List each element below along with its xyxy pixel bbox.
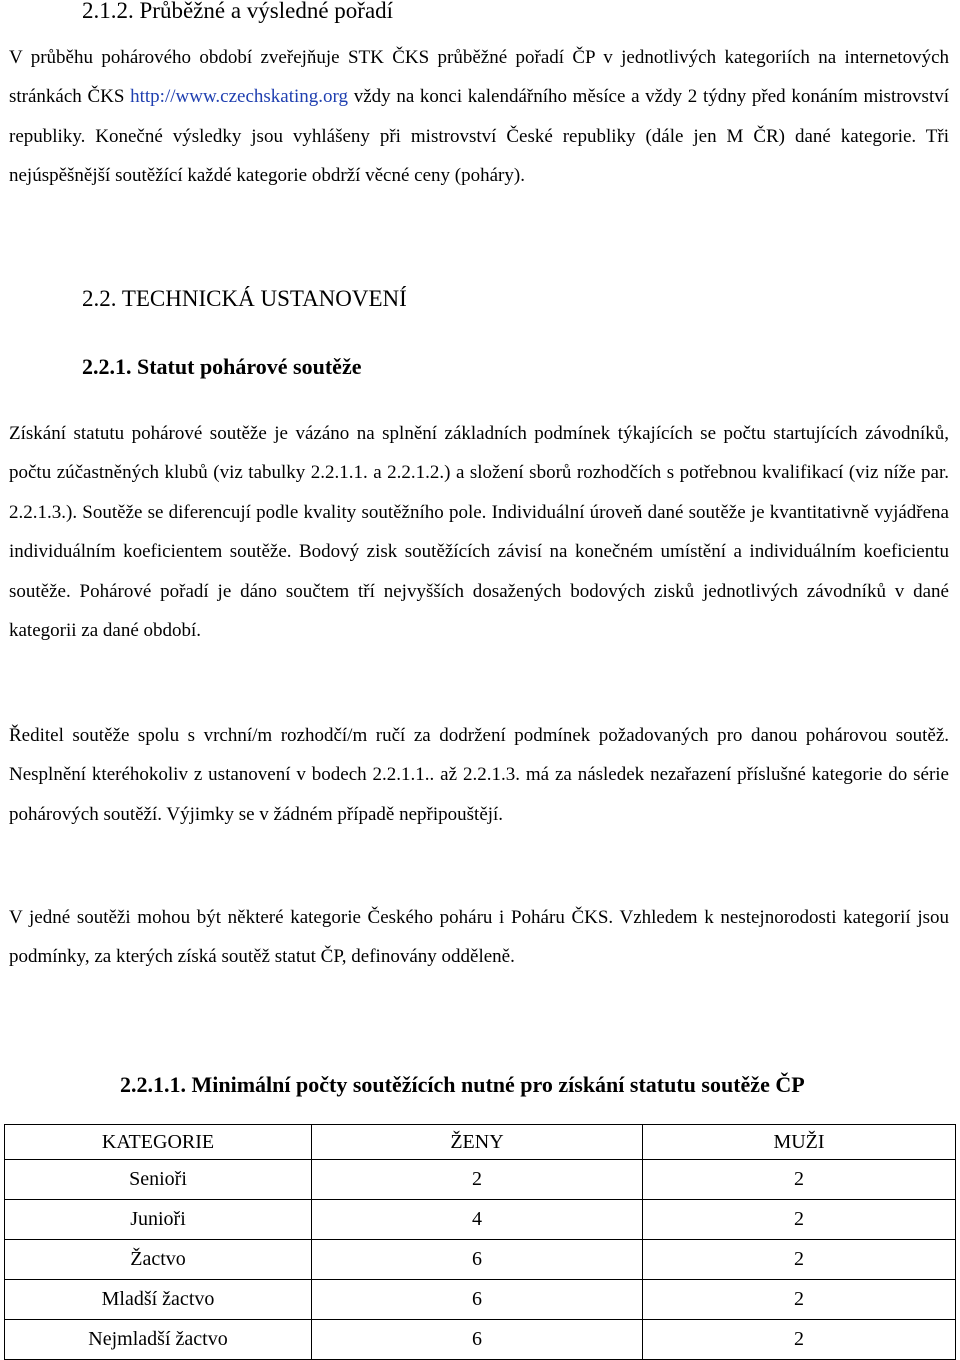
paragraph-categories: V jedné soutěži mohou být některé kategorie Českého poháru i Poháru ČKS. Vzhledem k nestejnorodosti kategorií jsou podmínky, za kterých získá soutěž statut ČP, definovány odděleně.	[9, 907, 949, 968]
women-cell: 6	[312, 1280, 643, 1320]
women-cell: 6	[312, 1240, 643, 1280]
table-row	[5, 1240, 956, 1280]
table-row	[5, 1320, 956, 1360]
column-header-women: ŽENY	[312, 1125, 643, 1160]
category-cell: Junioři	[5, 1200, 312, 1240]
paragraph-text: vždy na konci kalendářního měsíce a vždy 2 týdny před konáním mistrovství republiky. Konečné výsledky jsou vyhlášeny při mistrovství České republiky (dále jen M ČR) dané kategorie. Tři nejúspěšnější soutěžící každé kategorie obdrží věcné ceny (poháry).	[9, 86, 950, 187]
men-cell: 2	[643, 1280, 956, 1320]
category-cell: Senioři	[5, 1160, 312, 1200]
column-header-men: MUŽI	[643, 1125, 956, 1160]
men-cell: 2	[643, 1160, 956, 1200]
women-cell: 4	[312, 1200, 643, 1240]
table-row	[5, 1280, 956, 1320]
paragraph-director-responsibility: Ředitel soutěže spolu s vrchní/m rozhodčí/m ručí za dodržení podmínek požadovaných pro danou pohárovou soutěž. Nesplnění kteréhokoliv z ustanovení v bodech 2.2.1.1.. až 2.2.1.3. má za následek nezařazení příslušné kategorie do série pohárových soutěží. Výjimky se v žádném případě nepřipouštějí.	[9, 725, 949, 825]
category-cell: Nejmladší žactvo	[5, 1320, 312, 1360]
table-row	[5, 1200, 956, 1240]
section-heading-2-1-2: 2.1.2. Průběžné a výsledné pořadí	[82, 0, 394, 23]
paragraph-cup-status: Získání statutu pohárové soutěže je vázáno na splnění základních podmínek týkajících se počtu startujících závodníků, počtu zúčastněných klubů (viz tabulky 2.2.1.1. a 2.2.1.2.) a složení sborů rozhodčích s potřebnou kvalifikací (viz níže par. 2.2.1.3.). Soutěže se diferencují podle kvality soutěžního pole. Individuální úroveň dané soutěže je kvantitativně vyjádřena individuálním koeficientem soutěže. Bodový zisk soutěžících závisí na konečném umístění a individuálním koeficientu soutěže. Pohárové pořadí je dáno součtem tří nejvyšších dosažených bodových zisků jednotlivých závodníků v dané kategorii za dané období.	[9, 423, 949, 642]
paragraph-cup-ranking	[9, 38, 949, 196]
section-heading-2-2-1-1: 2.2.1.1. Minimální počty soutěžících nutné pro získání statutu soutěže ČP	[120, 1072, 805, 1097]
table-header-row	[5, 1125, 956, 1160]
table-row	[5, 1160, 956, 1200]
column-header-category: KATEGORIE	[5, 1125, 312, 1160]
women-cell: 6	[312, 1320, 643, 1360]
category-cell: Mladší žactvo	[5, 1280, 312, 1320]
men-cell: 2	[643, 1320, 956, 1360]
men-cell: 2	[643, 1200, 956, 1240]
section-heading-2-2-1: 2.2.1. Statut pohárové soutěže	[82, 354, 362, 379]
men-cell: 2	[643, 1240, 956, 1280]
category-cell: Žactvo	[5, 1240, 312, 1280]
paragraph-text: V průběhu pohárového období zveřejňuje STK ČKS průběžné pořadí ČP v jednotlivých kategoriích na internetových stránkách ČKS	[9, 47, 949, 108]
section-heading-2-2: 2.2. TECHNICKÁ USTANOVENÍ	[82, 286, 407, 311]
czechskating-link[interactable]: http://www.czechskating.org	[130, 86, 349, 108]
minimum-competitors-table	[4, 1124, 956, 1360]
women-cell: 2	[312, 1160, 643, 1200]
